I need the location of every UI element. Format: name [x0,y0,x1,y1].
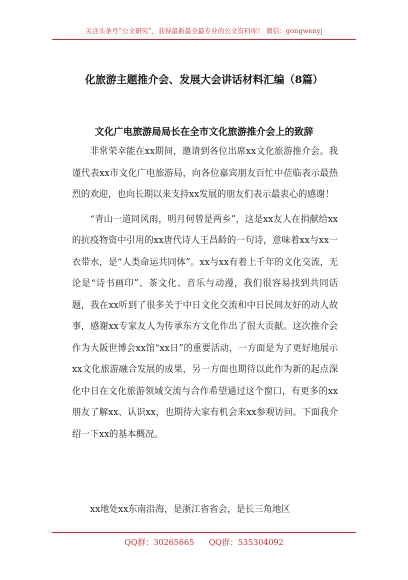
header-note: 关注头条号“公文研究”，获得最新最全最专业的公文资料库！ 微信：gongwenyj [85,27,323,35]
footer-contact [0,537,408,548]
body-paragraph: “青山一道同风雨，明月何曾是两乡”，这是xx友人在捐献给xx的抗疫物资中引用的xx唐代诗人王昌龄的一句诗，意味着xx与xx一衣带水，是“人类命运共同体”。xx与xx有着上千年的文化交流，无论是“诗书画印”、茶文化、音乐与动漫，我们很容易找到共同话题，我在xx听到了很多关于中日文化交流和中日民间友好的动人故事，感谢xx专家友人为传承东方文化作出了很大贡献。这次推介会作为大阪世博会xx馆“xx日”的重要活动，一方面是为了更好地展示xx文化旅游融合发展的成果，另一方面也期待以此作为新的起点深化中日在文化旅游领域交流与合作希望通过这个窗口，有更多的xx朋友了解xx、认识xx，也期待大家有机会来xx参观访问。下面我介绍一下xx的基本概况。 [72,214,338,440]
footer-qq-group-2: QQ群：535304092 [208,538,284,547]
document-title: 化旅游主题推介会、发展大会讲话材料汇编（8篇） [84,74,324,86]
body-paragraph: xx地处xx东南沿海，是浙江省省会，是长三角地区 [90,505,291,515]
header-divider [52,39,356,40]
footer-divider [52,532,356,533]
body-paragraph: 非常荣幸能在xx期间，邀请到各位出席xx文化旅游推介会。我谨代表xx市文化广电旅游局，向各位嘉宾朋友百忙中莅临表示最热烈的欢迎，也向长期以来支持xx发展的朋友们表示最衷心的感谢！ [72,147,338,200]
footer-qq-group-1: QQ群：30265665 [124,538,195,547]
document-body [72,142,338,446]
section-title: 文化广电旅游局局长在全市文化旅游推介会上的致辞 [94,127,314,138]
